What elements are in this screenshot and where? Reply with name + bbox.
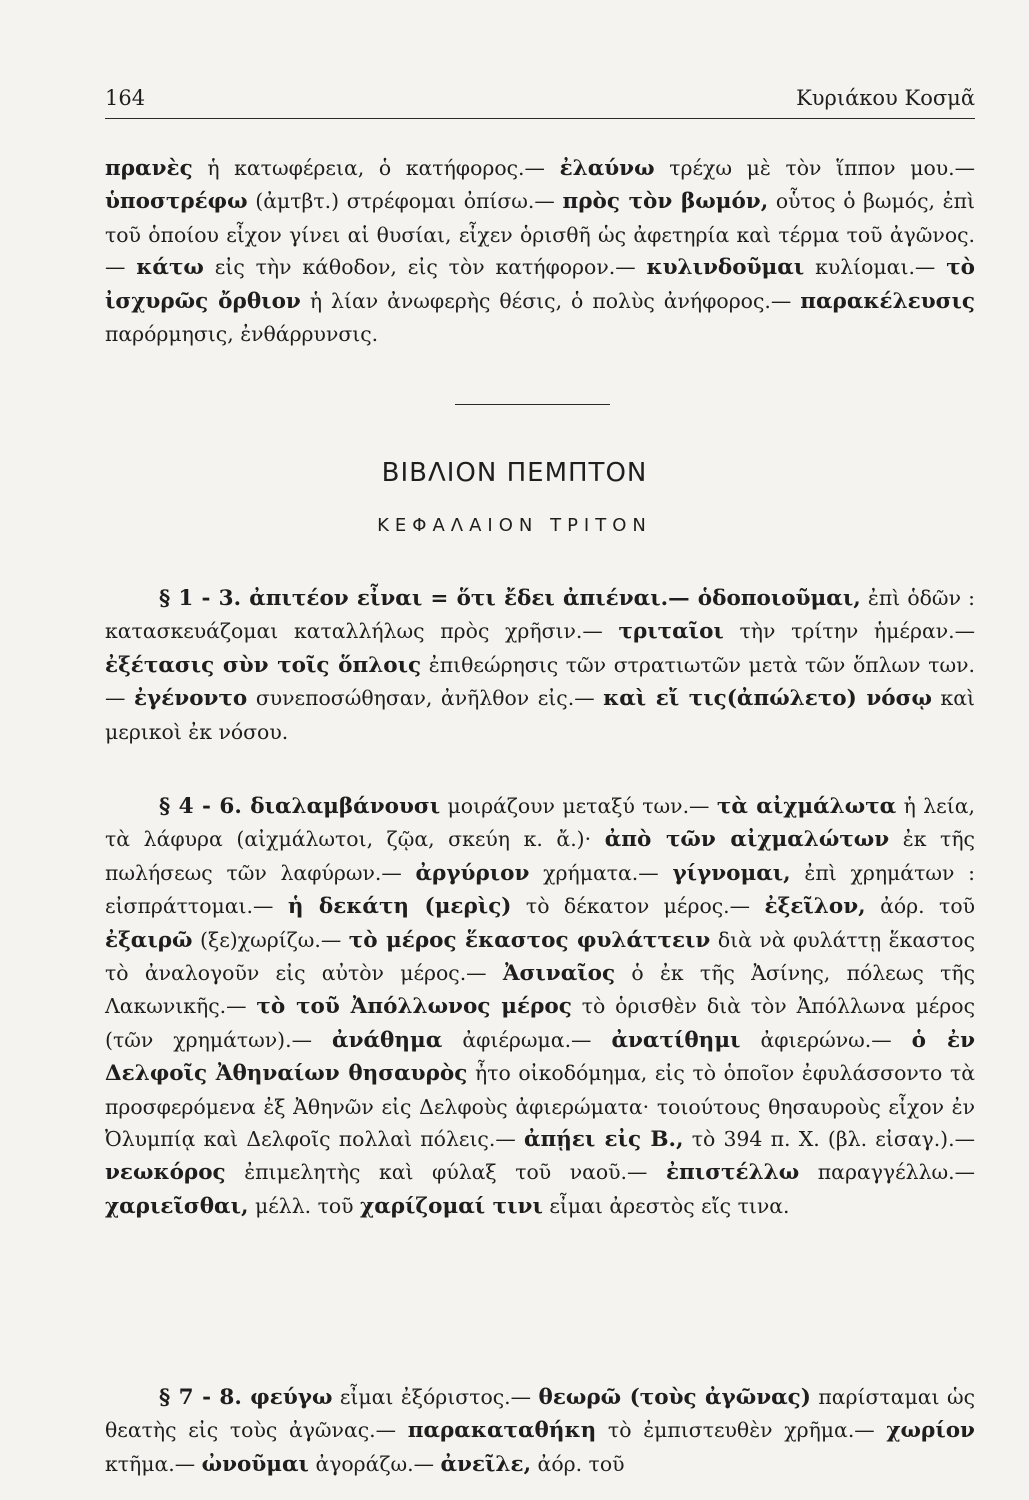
gloss-text: ἀφιερώνω.—	[740, 1027, 912, 1052]
lemma-term: τὸ τοῦ Ἀπόλλωνος μέρος	[256, 994, 572, 1020]
gloss-text: εἰς τὴν κάθοδον, εἰς τὸν κατήφορον.—	[203, 255, 647, 280]
running-head	[105, 86, 975, 110]
gloss-text: παρίσταμαι ὡς θεατὴς εἰς τοὺς ἀγῶνας.—	[105, 1385, 976, 1443]
gloss-text: εἶμαι ἐξόριστος.—	[332, 1385, 539, 1409]
lemma-term: ἀργύριον	[415, 860, 530, 886]
lemma-term: παρακαταθήκη	[407, 1418, 597, 1444]
gloss-text: τὸ δέκατον μέρος.—	[511, 894, 765, 919]
lemma-term: νεωκόρος	[105, 1160, 226, 1186]
gloss-text: κυλίομαι.—	[804, 255, 947, 280]
lemma-term: τὸ ἰσχυρῶς ὄρθιον	[105, 255, 976, 314]
lemma-term: § 7 - 8. φεύγω	[159, 1385, 333, 1410]
gloss-text: ἦτο οἰκοδόμημα, εἰς τὸ ὁποῖον ἐφυλάσσοντο τὰ προσφερόμενα ἐξ Ἀθηνῶν εἰς Δελφοὺς ἀφιερώματα· τοιούτους θησαυροὺς εἶχον ἐν Ὀλυμπίᾳ καὶ Δελφοῖς πολλαὶ πόλεις.—	[105, 1061, 976, 1152]
gloss-text: οὗτος ὁ βωμός, ἐπὶ τοῦ ὁποίου εἶχον γίνει αἱ θυσίαι, εἶχεν ὁρισθῆ ὡς ἀφετηρία καὶ τέρμα τοῦ ἀγῶνος.—	[105, 189, 975, 280]
lemma-term: χαριεῖσθαι,	[105, 1193, 249, 1219]
gloss-text: συνεποσώθησαν, ἀνῆλθον εἰς.—	[247, 686, 604, 711]
lemma-term: ὁ ἐν Δελφοῖς Ἀθηναίων θησαυρὸς	[105, 1027, 975, 1087]
gloss-text: ἡ λεία, τὰ λάφυρα (αἰχμάλωτοι, ζῷα, σκεύη κ. ἄ.)·	[105, 794, 975, 852]
gloss-text: τὸ ὁρισθὲν διὰ τὸν Ἀπόλλωνα μέρος (τῶν χρημάτων).—	[105, 994, 975, 1052]
gloss-text: (ξε)χωρίζω.—	[192, 927, 349, 952]
running-title: Κυριάκου Κοσμᾶ	[796, 86, 975, 110]
gloss-text: εἶμαι ἀρεστὸς εἴς τινα.	[542, 1193, 790, 1218]
lemma-term: § 4 - 6. διαλαμβάνουσι	[159, 794, 441, 819]
gloss-text: τὴν τρίτην ἡμέραν.—	[723, 619, 975, 644]
lemma-term: χαρίζομαί τινι	[360, 1193, 543, 1219]
lemma-term: ὠνοῦμαι	[201, 1451, 309, 1477]
lemma-term: ἐπιστέλλω	[665, 1160, 800, 1186]
gloss-text: τὸ 394 π. Χ. (βλ. εἰσαγ.).—	[683, 1127, 975, 1152]
gloss-text: παρόρμησις, ἐνθάρρυνσις.	[105, 322, 379, 347]
lemma-term: γίγνομαι,	[672, 860, 791, 886]
gloss-text: κτῆμα.—	[105, 1451, 202, 1476]
lemma-term: τριταῖοι	[618, 619, 724, 645]
section-divider	[455, 404, 610, 405]
gloss-text: παραγγέλλω.—	[799, 1160, 975, 1185]
lemma-term: ἐξέτασις σὺν τοῖς ὅπλοις	[105, 652, 422, 678]
gloss-text: ὁ ἐκ τῆς Ἀσίνης, πόλεως τῆς Λακωνικῆς.—	[105, 961, 975, 1019]
lemma-term: ἐξεῖλον,	[764, 894, 866, 920]
lemma-term: ἀπὸ τῶν αἰχμαλώτων	[604, 827, 890, 853]
chapter-title: ΚΕΦΑΛΑΙΟΝ ΤΡΙΤΟΝ	[377, 515, 652, 536]
lemma-term: ἐξαιρῶ	[105, 927, 193, 953]
top-paragraph	[105, 152, 975, 350]
gloss-text: μέλλ. τοῦ	[248, 1193, 361, 1218]
gloss-text: ἡ κατωφέρεια, ὁ κατήφορος.—	[192, 156, 560, 180]
gloss-text: ἐπὶ χρημάτων : εἰσπράττομαι.—	[105, 860, 975, 919]
lemma-term: τὸ μέρος ἕκαστος φυλάττειν	[348, 927, 711, 953]
gloss-text: τρέχω μὲ τὸν ἵππον μου.—	[654, 156, 975, 180]
lemma-term: κάτω	[136, 255, 204, 281]
lemma-term: § 1 - 3. ἀπιτέον εἶναι = ὅτι ἔδει ἀπιέναι.—	[159, 586, 698, 611]
lemma-term: τὰ αἰχμάλωτα	[716, 794, 897, 819]
gloss-text: χρήματα.—	[529, 860, 673, 885]
lemma-term: ἀνεῖλε,	[440, 1451, 532, 1477]
lemma-term: παρακέλευσις	[800, 288, 975, 314]
lemma-term: ὁδοποιοῦμαι,	[697, 586, 861, 611]
lemma-term: ἀπῄει εἰς Β.,	[523, 1127, 684, 1153]
lemma-term: πρανὲς	[105, 156, 193, 181]
section-7-8	[105, 1381, 975, 1481]
lemma-term: χωρίον	[886, 1418, 975, 1444]
gloss-text: τὸ ἐμπιστευθὲν χρῆμα.—	[596, 1418, 887, 1443]
lemma-term: ἐλαύνω	[559, 156, 655, 181]
header-rule	[105, 118, 975, 119]
lemma-term: καὶ εἴ τις(ἀπώλετο) νόσῳ	[603, 686, 932, 712]
book-title: ΒΙΒΛΙΟΝ ΠΕΜΠΤΟΝ	[381, 458, 648, 488]
gloss-text: ἐπιθεώρησις τῶν στρατιωτῶν μετὰ τῶν ὅπλων των.—	[105, 652, 975, 711]
gloss-text: ἐκ τῆς πωλήσεως τῶν λαφύρων.—	[105, 827, 975, 885]
lemma-term: ὑποστρέφω	[105, 189, 248, 215]
gloss-text: μοιράζουν μεταξύ των.—	[440, 794, 717, 818]
gloss-text: διὰ νὰ φυλάττῃ ἕκαστος τὸ ἀναλογοῦν εἰς αὐτὸν μέρος.—	[105, 927, 975, 986]
lemma-term: ἡ δεκάτη (μερὶς)	[287, 894, 512, 920]
lemma-term: Ἀσιναῖος	[502, 961, 616, 987]
lemma-term: ἀνατίθημι	[611, 1027, 741, 1053]
gloss-text: ἀόρ. τοῦ	[865, 894, 975, 919]
section-4-6	[105, 790, 975, 1223]
gloss-text: καὶ μερικοὶ ἐκ νόσου.	[105, 686, 975, 744]
gloss-text: ἐπιμελητὴς καὶ φύλαξ τοῦ ναοῦ.—	[225, 1160, 666, 1185]
section-1-3	[105, 582, 975, 748]
gloss-text: ἐπὶ ὁδῶν : κατασκευάζομαι καταλλήλως πρὸς χρῆσιν.—	[105, 586, 975, 644]
gloss-text: ἀόρ. τοῦ	[531, 1451, 625, 1476]
gloss-text: ἡ λίαν ἀνωφερὴς θέσις, ὁ πολὺς ἀνήφορος.—	[300, 288, 801, 313]
lemma-term: ἀνάθημα	[332, 1027, 443, 1053]
gloss-text: ἀγοράζω.—	[308, 1451, 441, 1476]
gloss-text: ἀφιέρωμα.—	[442, 1027, 612, 1052]
lemma-term: κυλινδοῦμαι	[646, 255, 805, 281]
lemma-term: πρὸς τὸν βωμόν,	[562, 189, 769, 215]
lemma-term: ἐγένοντο	[133, 686, 248, 712]
page-number: 164	[105, 86, 146, 110]
gloss-text: (ἀμτβτ.) στρέφομαι ὀπίσω.—	[247, 189, 563, 214]
lemma-term: θεωρῶ (τοὺς ἀγῶνας)	[538, 1385, 811, 1410]
